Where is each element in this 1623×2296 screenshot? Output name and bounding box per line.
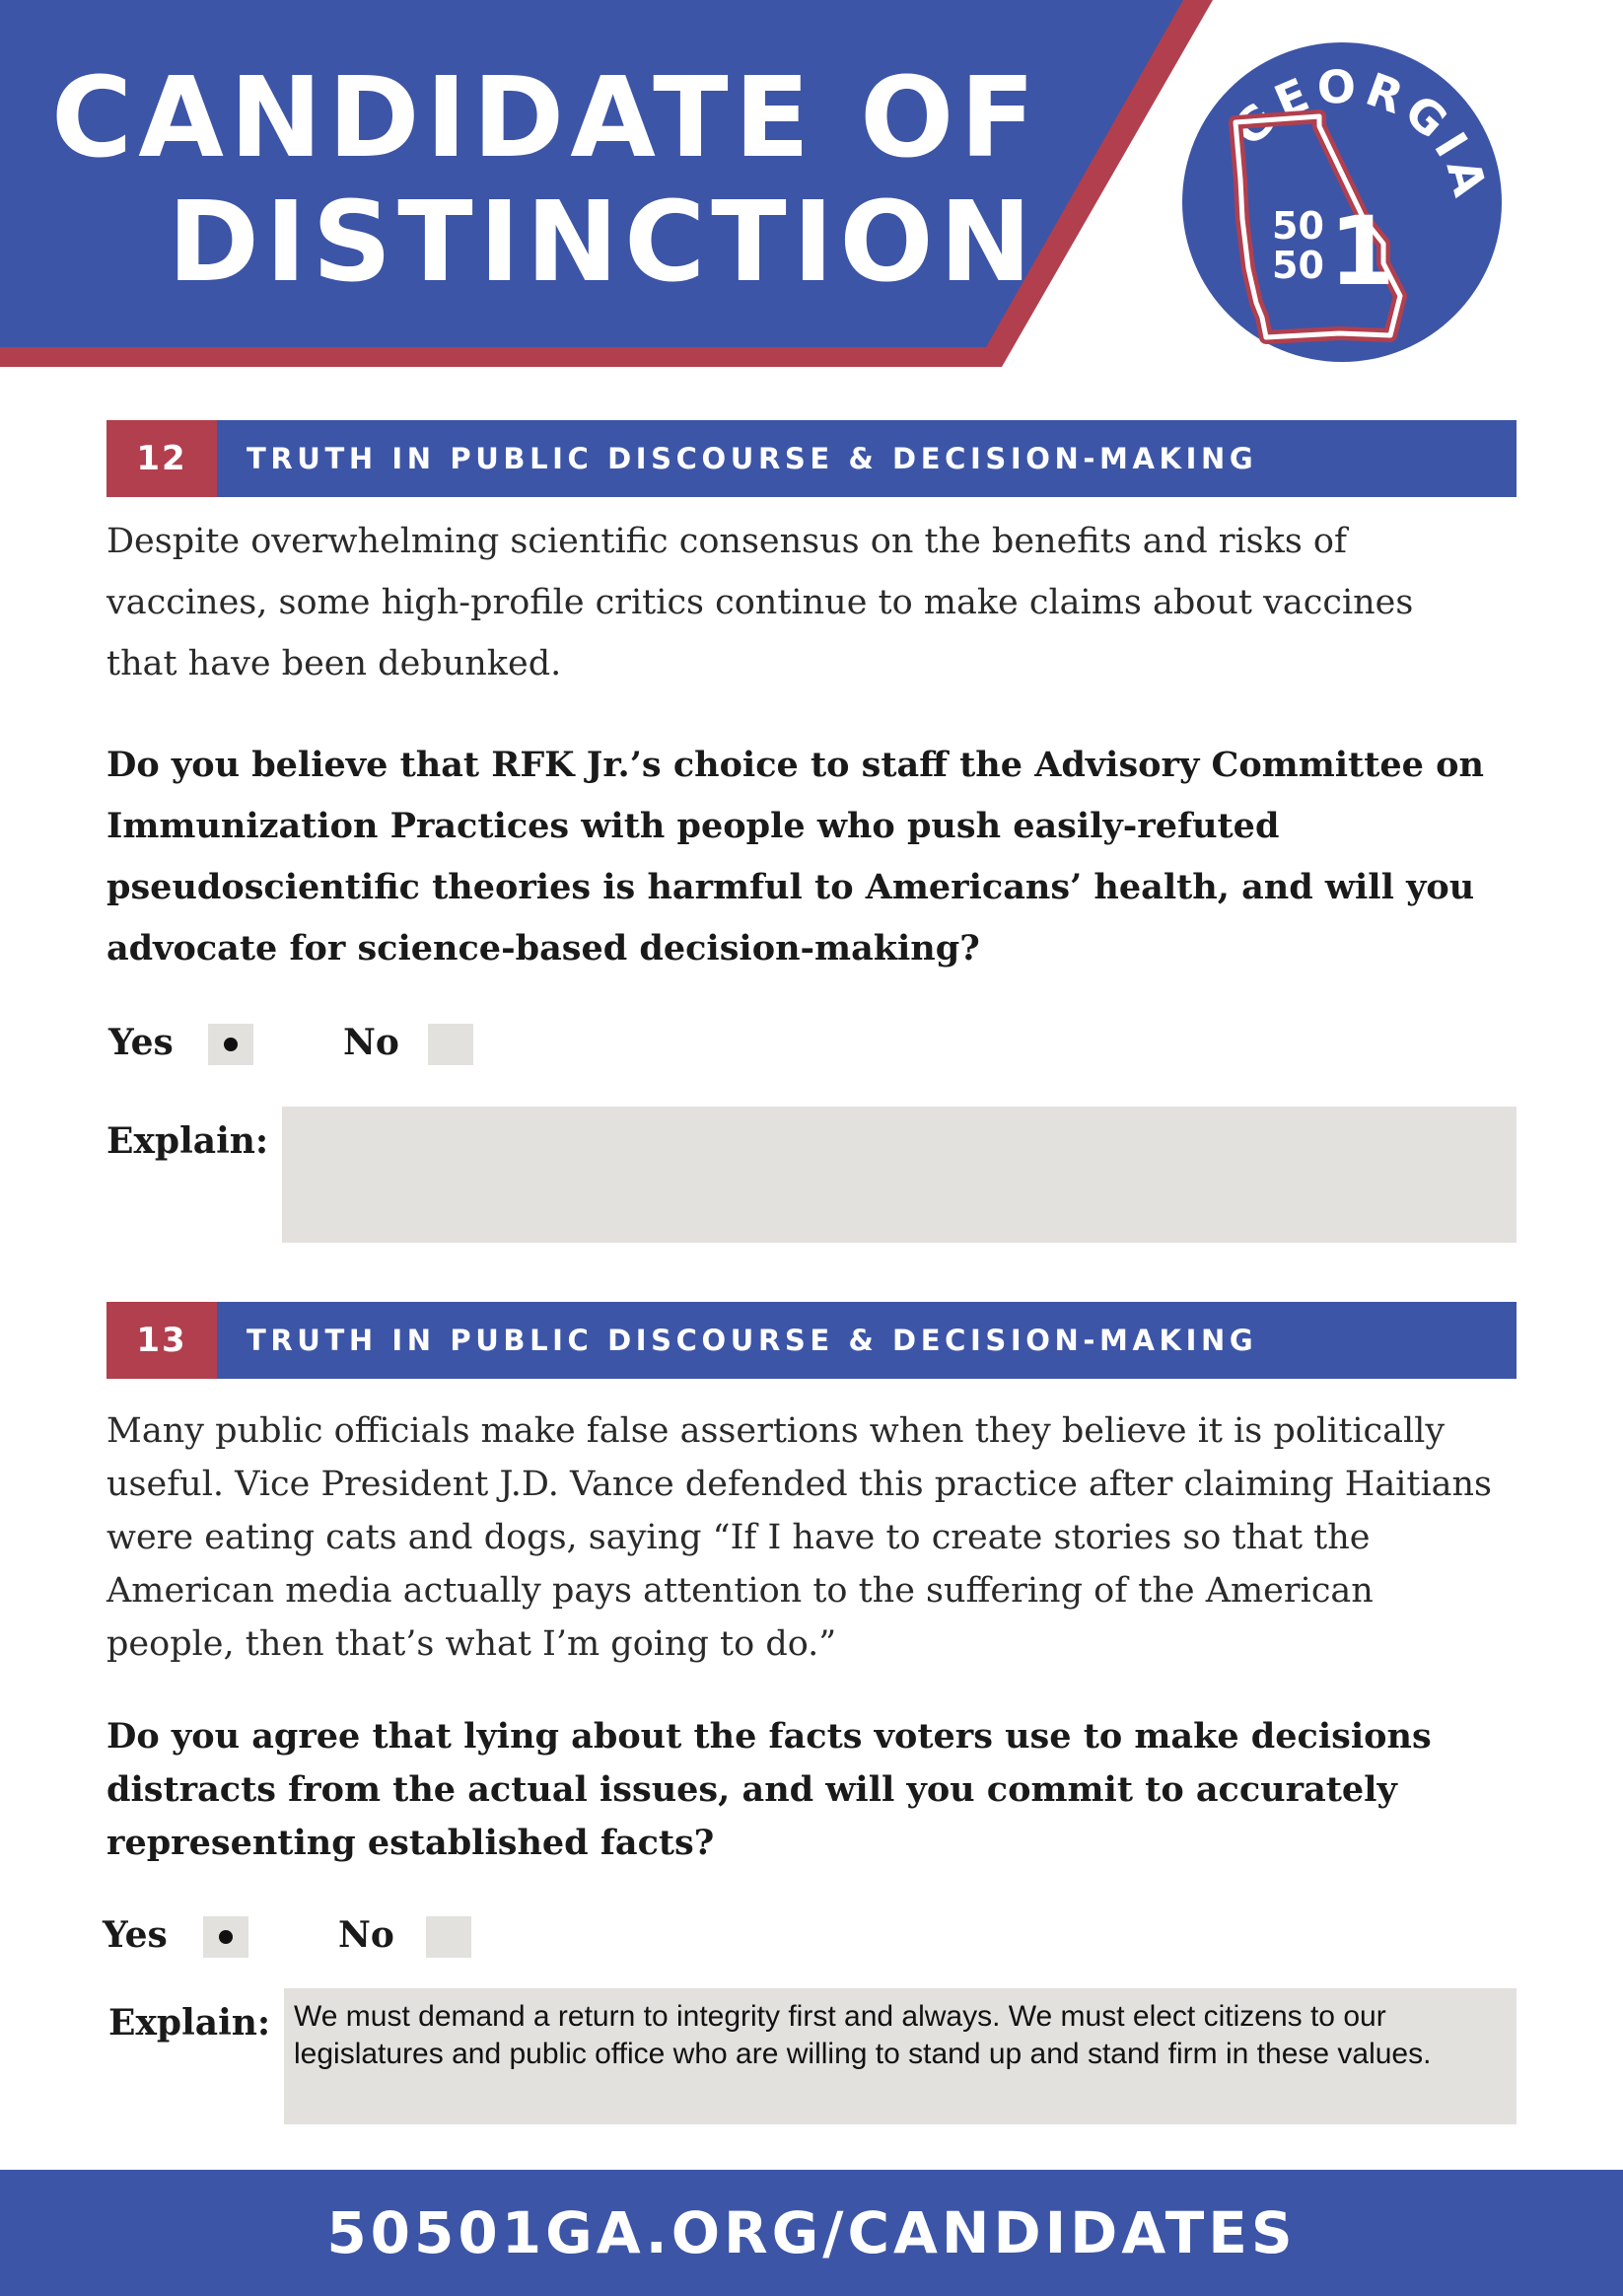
body-line: that have been debunked. — [106, 644, 562, 683]
section-12-question — [106, 735, 1526, 979]
logo-number-bottom: 50 — [1272, 244, 1324, 287]
section-12-header — [106, 420, 1517, 497]
logo-number-one: 1 — [1329, 196, 1395, 307]
question-line: Do you agree that lying about the facts voters use to make decisions — [106, 1716, 1432, 1757]
explain-field[interactable] — [282, 1107, 1517, 1243]
page-title-line-2: DISTINCTION — [168, 179, 1038, 307]
question-line: distracts from the actual issues, and will you commit to accurately — [106, 1769, 1397, 1810]
section-number: 12 — [106, 420, 217, 497]
yes-checkbox[interactable] — [208, 1024, 253, 1065]
question-line: representing established facts? — [106, 1823, 715, 1863]
section-number: 13 — [106, 1302, 217, 1379]
selected-dot-icon — [219, 1930, 233, 1944]
no-label: No — [343, 1022, 399, 1063]
no-label: No — [338, 1914, 394, 1956]
section-13-question — [106, 1710, 1526, 1870]
section-13-header — [106, 1302, 1517, 1379]
body-line: were eating cats and dogs, saying “If I have to create stories so that the — [106, 1518, 1371, 1557]
question-line: Immunization Practices with people who push easily-refuted — [106, 806, 1280, 846]
yes-label: Yes — [103, 1914, 168, 1956]
body-line: useful. Vice President J.D. Vance defended this practice after claiming Haitians — [106, 1465, 1493, 1504]
footer-banner — [0, 2170, 1623, 2296]
logo-state-text: GEORGIA — [1222, 59, 1499, 208]
question-line: Do you believe that RFK Jr.’s choice to staff the Advisory Committee on — [106, 745, 1484, 785]
section-13-body — [106, 1404, 1526, 1671]
question-line: advocate for science-based decision-making? — [106, 928, 980, 969]
body-line: Many public officials make false assertions when they believe it is politically — [106, 1411, 1446, 1451]
yes-checkbox[interactable] — [203, 1916, 248, 1958]
question-line: pseudoscientific theories is harmful to Americans’ health, and will you — [106, 867, 1475, 907]
page-title-line-1: CANDIDATE OF — [51, 54, 1041, 182]
explain-field[interactable] — [284, 1988, 1517, 2124]
no-checkbox[interactable] — [426, 1916, 471, 1958]
body-line: American media actually pays attention to the suffering of the American — [106, 1571, 1374, 1611]
section-title: TRUTH IN PUBLIC DISCOURSE & DECISION-MAKING — [247, 442, 1258, 475]
logo-number-top: 50 — [1272, 204, 1324, 248]
body-line: people, then that’s what I’m going to do.” — [106, 1624, 837, 1664]
explain-text: We must demand a return to integrity first and always. We must elect citizens to our legislatures and public office who are willing to stand up and stand firm in these values. — [294, 2000, 1432, 2070]
georgia-50501-logo — [1181, 41, 1503, 363]
section-12-body — [106, 511, 1526, 694]
yes-label: Yes — [108, 1022, 174, 1063]
no-checkbox[interactable] — [428, 1024, 473, 1065]
footer-url[interactable]: 50501GA.ORG/CANDIDATES — [326, 2199, 1297, 2266]
body-line: Despite overwhelming scientific consensus on the benefits and risks of — [106, 522, 1347, 561]
selected-dot-icon — [224, 1038, 238, 1051]
section-title: TRUTH IN PUBLIC DISCOURSE & DECISION-MAKING — [247, 1324, 1258, 1357]
body-line: vaccines, some high-profile critics continue to make claims about vaccines — [106, 583, 1414, 622]
explain-label: Explain: — [106, 1120, 269, 1162]
explain-label: Explain: — [108, 2002, 271, 2044]
